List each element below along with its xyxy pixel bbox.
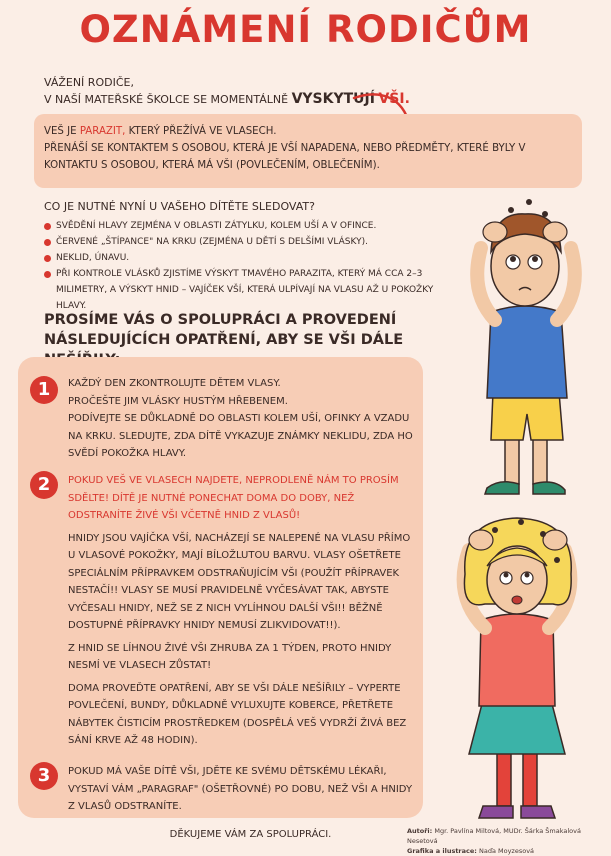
step2-red: POKUD VEŠ VE VLASECH NAJDETE, NEPRODLENĚ NÁM TO PROSÍM SDĚLTE! DÍTĚ JE NUTNÉ PONECHAT DOMA DO DOBY, NEŽ ODSTRANÍTE ŽIVÉ VŠI VČETNĚ HNID Z VLASŮ! bbox=[68, 475, 399, 521]
step-3 bbox=[68, 763, 413, 816]
info-part3: PŘENÁŠÍ SE KONTAKTEM S OSOBOU, KTERÁ JE VŠÍ NAPADENA, NEBO PŘEDMĚTY, KTERÉ BYLY V KONTAKTU S OSOBOU, KTERÁ MÁ VŠI (POVLEČENÍM, OBLEČENÍM). bbox=[44, 143, 526, 171]
info-box bbox=[34, 114, 582, 188]
step-number-1: 1 bbox=[30, 376, 58, 404]
authors-label: Autoři: bbox=[407, 827, 433, 835]
boy-illustration bbox=[455, 192, 605, 512]
list-item: ČERVENÉ „ŠTÍPANCE" NA KRKU (ZEJMÉNA U DĚTÍ S DELŠÍMI VLÁSKY). bbox=[44, 234, 464, 250]
list-item: NEKLID, ÚNAVU. bbox=[44, 250, 464, 266]
step1-p2: PROČEŠTE JIM VLÁSKY HUSTÝM HŘEBENEM. bbox=[68, 395, 288, 407]
step-number-3: 3 bbox=[30, 762, 58, 790]
measures-heading: PROSÍME VÁS O SPOLUPRÁCI A PROVEDENÍ NÁSLEDUJÍCÍCH OPATŘENÍ, ABY SE VŠI DÁLE bbox=[44, 312, 404, 348]
step3-p1: POKUD MÁ VAŠE DÍTĚ VŠI, JDĚTE KE SVÉMU DĚTSKÉMU LÉKAŘI, VYSTAVÍ VÁM „PARAGRAF" (OŠETŘOVNÉ) PO DOBU, NEŽ VŠI A HNIDY Z VLASŮ ODSTRANÍTE. bbox=[68, 766, 413, 812]
step2-p3: DOMA PROVEĎTE OPATŘENÍ, ABY SE VŠI DÁLE NEŠÍŘILY – VYPERTE POVLEČENÍ, BUNDY, DŮKLADNĚ VYLUXUJTE KOBERCE, PŘETŘETE NÁBYTEK ČISTICÍM PROSTŘEDKEM (DOSPĚLÁ VEŠ VYDRŽÍ ŽIVÁ BEZ SÁNÍ KRVE AŽ 48 HODIN). bbox=[68, 682, 407, 746]
authors: Mgr. Pavlína Miltová, MUDr. Šárka Šmakalová Nesetová bbox=[407, 827, 581, 845]
step2-p1: HNIDY JSOU VAJÍČKA VŠÍ, NACHÁZEJÍ SE NALEPENÉ NA VLASU PŘÍMO U VLASOVÉ POKOŽKY, MAJÍ BÍLOŽLUTOU BARVU. VLASY OŠETŘETE SPECIÁLNÍM PŘÍPRAVKEM ODSTRAŇUJÍCÍM VŠI (POUŽÍT PŘÍPRAVEK NESTAČÍ!! VLASY SE MUSÍ PRAVIDELNĚ VYČESÁVAT TAK, ABYSTE VYČESALI HNIDY, NEŽ SE Z NICH VYLÍHNOU DALŠÍ VŠI!! BĚŽNĚ DOSTUPNÉ PŘÍPRAVKY HNIDY NEMUSÍ ZLIKVIDOVAT!!). bbox=[68, 532, 411, 631]
symptom-list bbox=[44, 218, 464, 314]
step-number-2: 2 bbox=[30, 471, 58, 499]
info-red: PARAZIT, bbox=[79, 126, 126, 137]
info-part1: VEŠ JE bbox=[44, 126, 77, 137]
step2-p2: Z HNID SE LÍHNOU ŽIVÉ VŠI ZHRUBA ZA 1 TÝDEN, PROTO HNIDY NESMÍ VE VLASECH ZŮSTAT! bbox=[68, 642, 392, 671]
intro-prefix: V NAŠÍ MATEŘSKÉ ŠKOLCE SE MOMENTÁLNĚ bbox=[44, 93, 289, 106]
step1-p1: KAŽDÝ DEN ZKONTROLUJTE DĚTEM VLASY. bbox=[68, 378, 281, 389]
list-item: PŘI KONTROLE VLÁSKŮ ZJISTÍME VÝSKYT TMAVÉHO PARAZITA, KTERÝ MÁ CCA 2–3 MILIMETRY, A VÝSKYT HNID – VAJÍČEK VŠÍ, KTERÁ ULPÍVAJÍ NA VLASU AŽ U POKOŽKY HLAVY. bbox=[44, 266, 464, 314]
graphics-label: Grafika a ilustrace: bbox=[407, 847, 477, 855]
intro-emph: VYSKYTUJÍ bbox=[291, 91, 375, 107]
step1-p3: PODÍVEJTE SE DŮKLADNĚ DO OBLASTI KOLEM UŠÍ, OFINKY A VZADU NA KRKU. SLEDUJTE, ZDA DÍTĚ VYKAZUJE ZNÁMKY NEKLIDU, ZDA HO SVĚDÍ POKOŽKA HLAVY. bbox=[68, 413, 413, 459]
thanks-note: DĚKUJEME VÁM ZA SPOLUPRÁCI. bbox=[169, 829, 332, 840]
graphics: Naďa Moyzesová bbox=[478, 847, 535, 855]
question: CO JE NUTNÉ NYNÍ U VAŠEHO DÍTĚTE SLEDOVAT? bbox=[44, 200, 315, 213]
list-item: SVĚDĚNÍ HLAVY ZEJMÉNA V OBLASTI ZÁTYLKU, KOLEM UŠÍ A V OFINCE. bbox=[44, 218, 464, 234]
step-1 bbox=[68, 375, 413, 463]
girl-illustration bbox=[425, 500, 610, 825]
step-2 bbox=[68, 472, 413, 755]
page-title: OZNÁMENÍ RODIČŮM bbox=[79, 8, 532, 51]
intro-red: VŠI. bbox=[378, 91, 410, 107]
info-part2: KTERÝ PŘEŽÍVÁ VE VLASECH. bbox=[128, 126, 277, 137]
greeting: VÁŽENÍ RODIČE, bbox=[44, 76, 134, 89]
credits bbox=[407, 826, 597, 856]
